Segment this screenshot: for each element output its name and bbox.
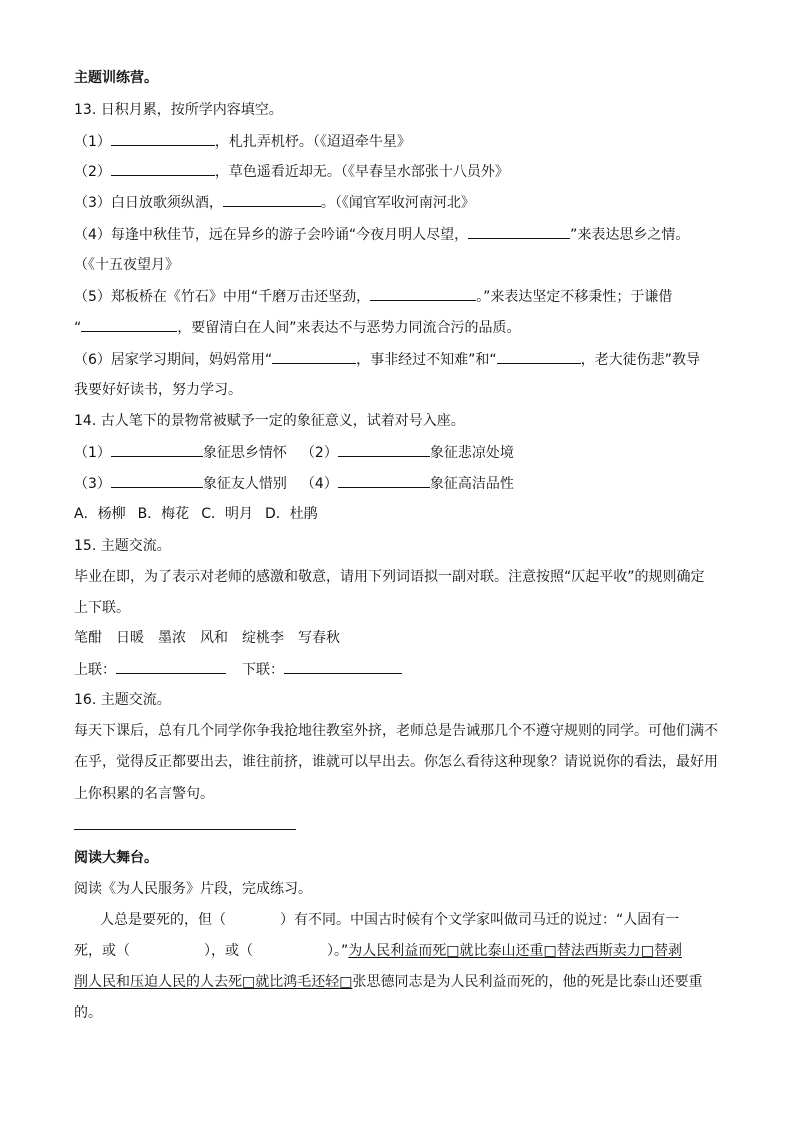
- reading-line-1-tail: ）有不同。中国古时候有个文学家叫做司马迁的说过：“人固有一: [280, 912, 680, 928]
- q15-lower-blank[interactable]: [284, 659, 402, 674]
- q13-item-5-end: ，要留清白在人间”来表达不与恶势力同流合污的品质。: [177, 320, 521, 336]
- reading-line-1: [100, 910, 679, 930]
- q14-item-2-prefix: （2）: [300, 445, 338, 461]
- reading-line-2-mid: ），或（: [204, 943, 253, 959]
- q14-item-3-prefix: （3）: [74, 476, 111, 492]
- reading-line-2-text: 死，或（: [74, 943, 130, 959]
- answer-line[interactable]: [74, 829, 296, 830]
- q15-paragraph-2: 上下联。: [74, 600, 130, 616]
- q16-paragraph-3: 上你积累的名言警句。: [74, 786, 214, 802]
- q13-item-1-prefix: （1）: [74, 134, 111, 150]
- q14-stem: 14. 古人笔下的景物常被赋予一定的象征意义，试着对号入座。: [74, 413, 465, 429]
- q15-couplet-row: [74, 659, 402, 680]
- q13-blank-2[interactable]: [111, 161, 215, 176]
- q13-blank-6[interactable]: [81, 317, 177, 332]
- q15-paragraph-1: 毕业在即，为了表示对老师的感激和敬意，请用下列词语拟一副对联。注意按照“仄起平收”的规则确定: [74, 569, 705, 585]
- q13-item-1-text: ，札扎弄机杼。（《迢迢牵牛星》: [214, 134, 411, 150]
- q13-item-6-cont: 我要好好读书，努力学习。: [74, 382, 242, 398]
- q14-options: [74, 504, 318, 524]
- section-title-training: 主题训练营。: [74, 70, 158, 86]
- q14-row-1: [74, 442, 514, 463]
- q13-item-2-prefix: （2）: [74, 164, 111, 180]
- q14-blank-2[interactable]: [338, 442, 430, 457]
- q14-item-2-text: 象征悲凉处境: [429, 445, 514, 461]
- q13-item-3-source: 。（《闻官军收河南河北》: [320, 195, 475, 211]
- q16-paragraph-1: 每天下课后，总有几个同学你争我抢地往教室外挤，老师总是告诫那几个不遵守规则的同学。可他们满不: [74, 723, 718, 739]
- reading-intro: 阅读《为人民服务》片段，完成练习。: [74, 881, 312, 897]
- q13-item-3-text: （3）白日放歌须纵酒，: [74, 195, 223, 211]
- q14-item-3-text: 象征友人惜别: [202, 476, 287, 492]
- section-title-reading: 阅读大舞台。: [74, 850, 158, 866]
- q13-item-5-tail: 。”来表达坚定不移秉性；于谦借: [476, 289, 673, 305]
- q15-word: 墨浓: [158, 630, 186, 646]
- q13-item-4-tail: ”来表达思乡之情。: [570, 227, 690, 243]
- q13-blank-1[interactable]: [111, 131, 215, 146]
- q15-word: 风和: [200, 630, 228, 646]
- q13-item-2: [74, 161, 509, 182]
- q14-item-1-text: 象征思乡情怀: [202, 445, 287, 461]
- q13-item-5-text: （5）郑板桥在《竹石》中用“千磨万击还坚劲，: [74, 289, 371, 305]
- q15-stem: 15. 主题交流。: [74, 538, 171, 554]
- q13-item-5-quote: “: [74, 320, 82, 336]
- q15-word: 写春秋: [298, 630, 340, 646]
- q16-paragraph-2: 在乎，觉得反正都要出去，谁往前挤，谁就可以早出去。你怎么看待这种现象？请说说你的看法，最好用: [74, 754, 718, 770]
- q14-option-d: D．杜鹃: [264, 506, 318, 522]
- reading-line-2: [74, 941, 682, 961]
- q14-item-4-text: 象征高洁品性: [429, 476, 514, 492]
- reading-line-3-text: 张思德同志是为人民利益而死的，他的死是比泰山还要重: [352, 974, 703, 990]
- q14-option-c: C．明月: [201, 506, 253, 522]
- q13-item-4-source: （《十五夜望月》: [74, 257, 179, 273]
- q13-item-4-text: （4）每逢中秋佳节，远在异乡的游子会吟诵“今夜月明人尽望，: [74, 227, 469, 243]
- q13-blank-3[interactable]: [223, 192, 321, 207]
- q15-upper-label: 上联：: [74, 662, 116, 678]
- q14-option-a: A．杨柳: [74, 506, 126, 522]
- q14-option-b: B．梅花: [137, 506, 190, 522]
- q15-upper-blank[interactable]: [116, 659, 226, 674]
- q13-blank-5[interactable]: [370, 286, 476, 301]
- q14-blank-1[interactable]: [111, 442, 203, 457]
- q13-item-1: [74, 131, 411, 152]
- q15-word: 日暖: [116, 630, 144, 646]
- reading-line-3: [74, 972, 702, 992]
- q14-row-2: [74, 473, 514, 494]
- q13-item-4: [74, 224, 689, 245]
- q13-blank-8[interactable]: [497, 349, 581, 364]
- q13-blank-4[interactable]: [468, 224, 570, 239]
- q16-stem: 16. 主题交流。: [74, 692, 171, 708]
- q14-item-1-prefix: （1）: [74, 445, 111, 461]
- q14-item-4-prefix: （4）: [300, 476, 338, 492]
- q13-item-2-text: ，草色遥看近却无。（《早春呈水部张十八员外》: [214, 164, 509, 180]
- reading-line-4: 的。: [74, 1005, 102, 1021]
- reading-line-1-text: 人总是要死的，但（: [100, 912, 226, 928]
- q13-item-6-mid: ，事非经过不知难”和“: [356, 352, 497, 368]
- reading-underlined-passage-1: 为人民利益而死□就比泰山还重□替法西斯卖力□替剥: [348, 943, 682, 959]
- q15-word-list: [74, 628, 340, 648]
- reading-line-2-close: ）。”: [327, 943, 349, 959]
- reading-underlined-passage-2: 削人民和压迫人民的人去死□就比鸿毛还轻□: [74, 974, 353, 990]
- q15-word: 绽桃李: [242, 630, 284, 646]
- q13-item-5: [74, 286, 672, 307]
- q13-item-3: [74, 192, 475, 213]
- q13-blank-7[interactable]: [272, 349, 356, 364]
- q13-item-5-cont: [74, 317, 521, 338]
- q13-stem: 13. 日积月累，按所学内容填空。: [74, 102, 283, 118]
- q15-word: 笔酣: [74, 630, 102, 646]
- q14-blank-4[interactable]: [338, 473, 430, 488]
- q14-blank-3[interactable]: [111, 473, 203, 488]
- q13-item-6-text: （6）居家学习期间，妈妈常用“: [74, 352, 273, 368]
- q13-item-6-tail: ，老大徒伤悲”教导: [580, 352, 700, 368]
- q13-item-6: [74, 349, 700, 370]
- q15-lower-label: 下联：: [242, 662, 284, 678]
